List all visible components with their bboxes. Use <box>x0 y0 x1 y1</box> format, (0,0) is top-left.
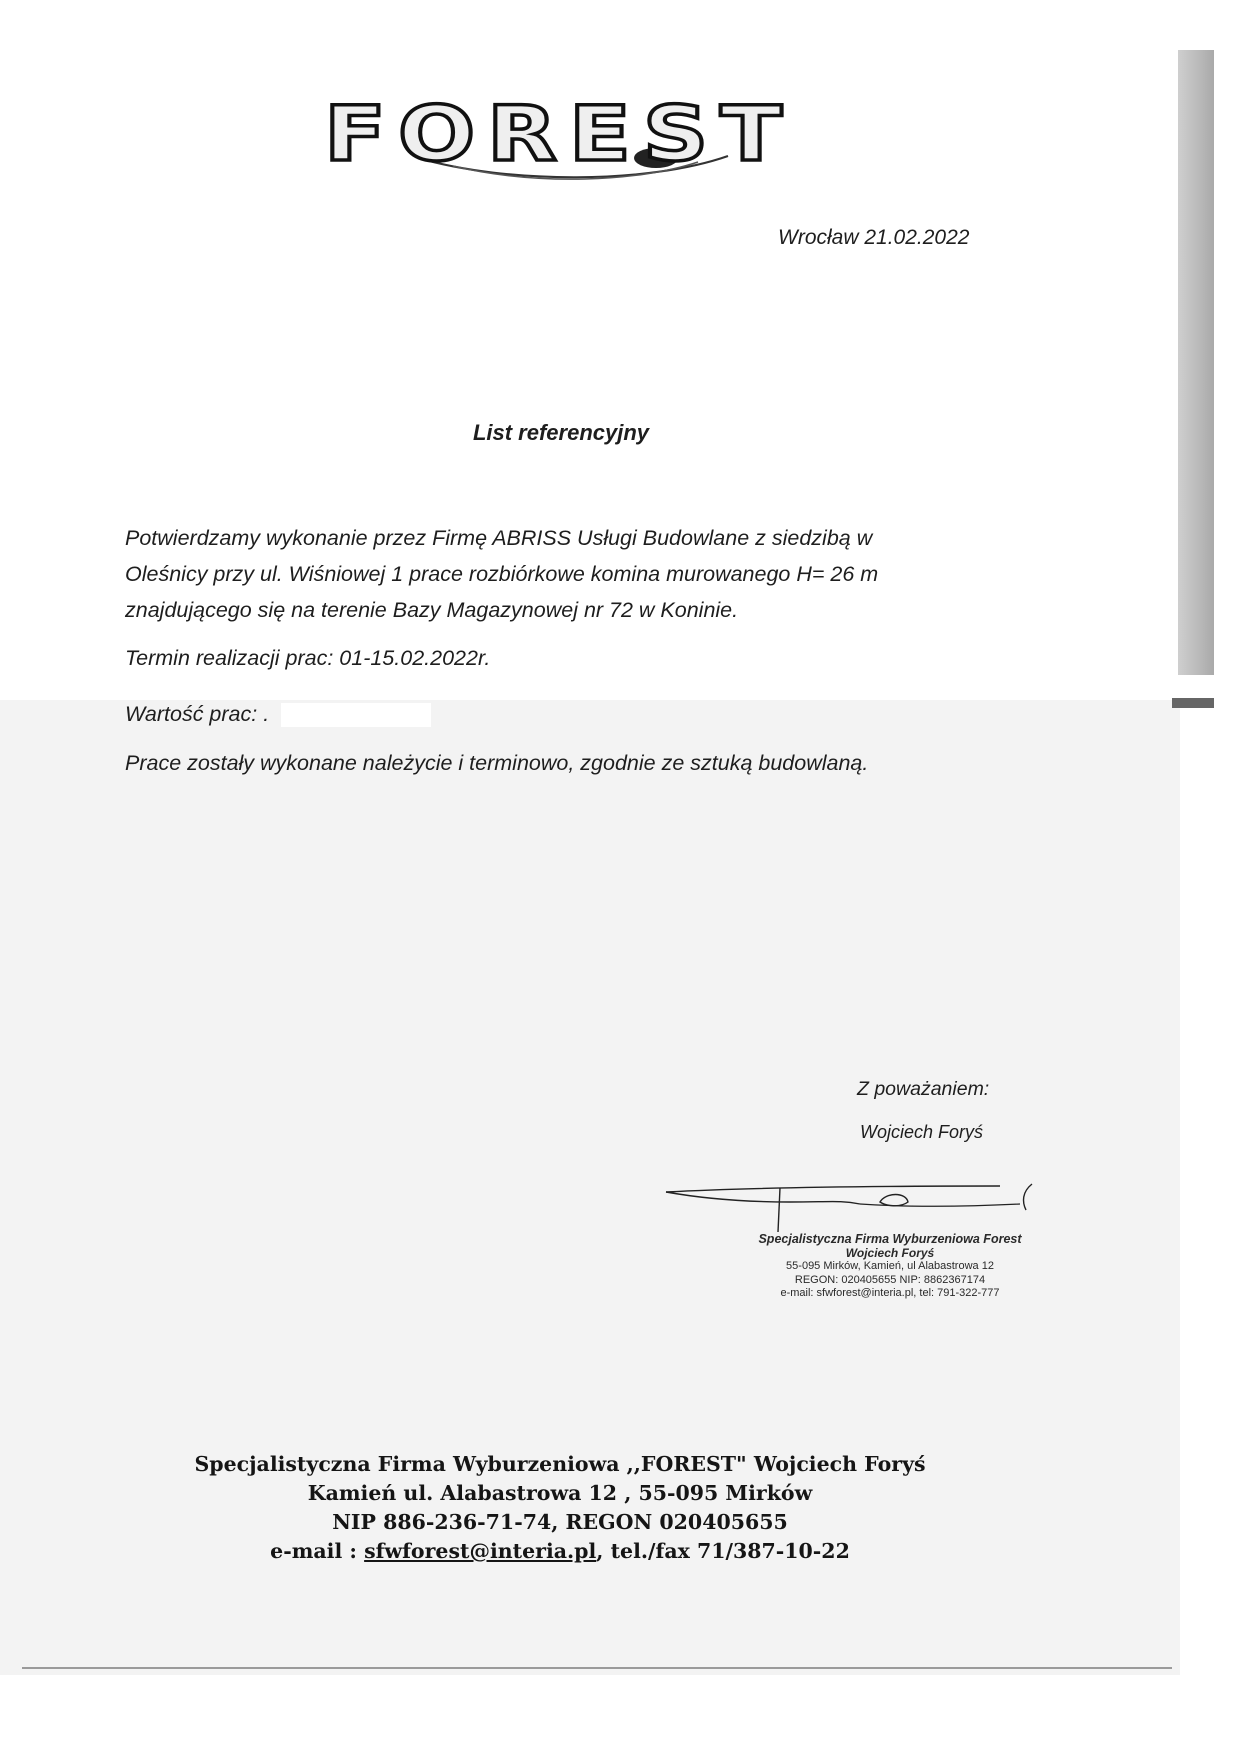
footer-phone: , tel./fax 71/387-10-22 <box>596 1539 850 1563</box>
work-value-label: Wartość prac: . <box>125 702 270 726</box>
stamp-ids: REGON: 020405655 NIP: 8862367174 <box>794 1273 986 1286</box>
paragraph-line: Oleśnicy przy ul. Wiśniowej 1 prace rozbiórkowe komina murowanego H= 26 m <box>125 562 879 586</box>
footer-email-link[interactable]: sfwforest@interia.pl <box>364 1539 597 1563</box>
work-value-row <box>125 702 431 727</box>
footer-company: Specjalistyczna Firma Wyburzeniowa ,,FOREST" Wojciech Foryś <box>194 1452 926 1476</box>
forest-logo <box>278 100 840 200</box>
footer-ids: NIP 886-236-71-74, REGON 020405655 <box>332 1510 788 1534</box>
footer-address: Kamień ul. Alabastrowa 12 , 55-095 Mirków <box>307 1481 813 1505</box>
signer-name: Wojciech Foryś <box>860 1122 984 1142</box>
scan-edge-strip <box>1178 50 1214 675</box>
forest-logo-text: FOREST <box>324 100 794 178</box>
bottom-rule <box>22 1667 1172 1669</box>
stamp-contact: e-mail: sfwforest@interia.pl, tel: 791-322-777 <box>780 1287 1000 1299</box>
stamp-owner: Wojciech Foryś <box>845 1245 935 1260</box>
company-footer <box>0 1450 1120 1566</box>
redacted-value <box>281 703 431 727</box>
stamp-company: Specjalistyczna Firma Wyburzeniowa Forest <box>758 1232 1022 1246</box>
scan-edge-mark <box>1172 698 1214 708</box>
letter-date: Wrocław 21.02.2022 <box>778 226 970 249</box>
company-stamp <box>695 1233 1085 1301</box>
body-paragraph <box>125 520 1025 628</box>
stamp-address: 55-095 Mirków, Kamień, ul Alabastrowa 12 <box>786 1260 994 1272</box>
footer-email-label: e-mail : <box>270 1539 365 1563</box>
work-term: Termin realizacji prac: 01-15.02.2022r. <box>125 646 491 670</box>
paragraph-line: Potwierdzamy wykonanie przez Firmę ABRISS Usługi Budowlane z siedzibą w <box>125 526 873 550</box>
paragraph-line: znajdującego się na terenie Bazy Magazynowej nr 72 w Koninie. <box>125 598 739 622</box>
letter-title: List referencyjny <box>472 420 650 445</box>
closing-regards: Z poważaniem: <box>857 1078 990 1100</box>
work-conclusion: Prace zostały wykonane należycie i terminowo, zgodnie ze sztuką budowlaną. <box>125 751 869 775</box>
footer-contact <box>0 1537 1120 1566</box>
